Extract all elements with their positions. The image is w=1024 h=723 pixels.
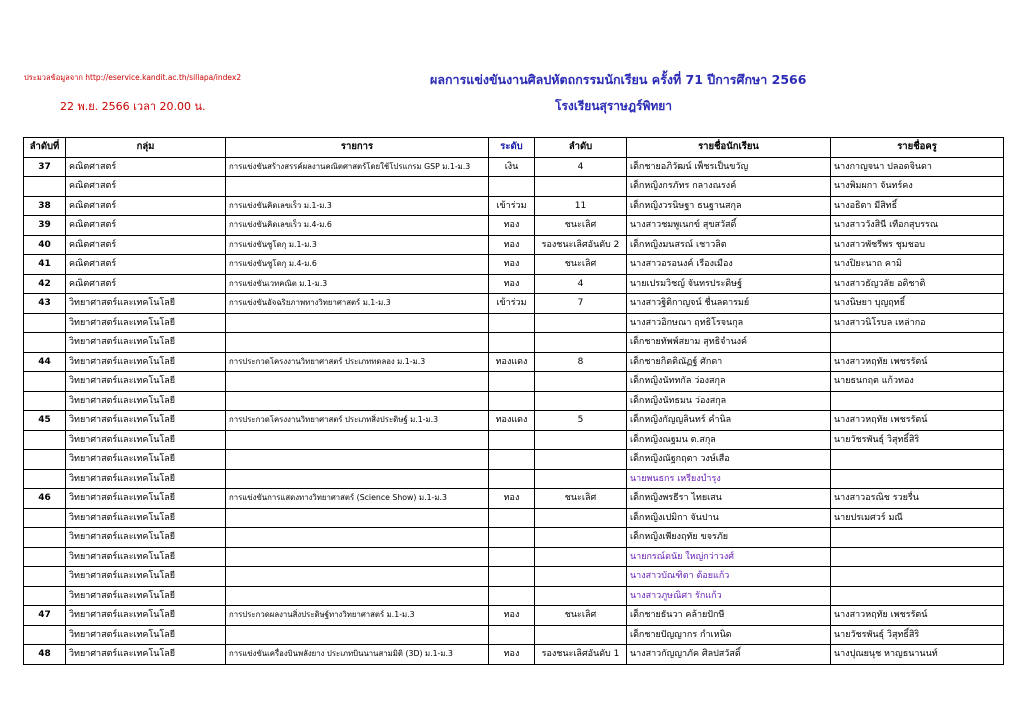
cell-event [226, 391, 489, 411]
cell-student: เด็กหญิงณัฐกฤตา วงษ์เสือ [627, 450, 831, 470]
cell-level [489, 625, 535, 645]
cell-level [489, 567, 535, 587]
cell-student: เด็กหญิงณฐมน ต.สกุล [627, 430, 831, 450]
cell-level [489, 430, 535, 450]
cell-group: วิทยาศาสตร์และเทคโนโลยี [66, 450, 226, 470]
cell-group: คณิตศาสตร์ [66, 196, 226, 216]
table-row [24, 352, 1004, 372]
cell-event [226, 430, 489, 450]
cell-rank: 4 [535, 274, 627, 294]
cell-teacher: นางนิษยา บุญฤทธิ์ [831, 294, 1004, 314]
cell-student: เด็กหญิงวรนิษฐา ธนฐานสกุล [627, 196, 831, 216]
table-row [24, 411, 1004, 431]
cell-rank: ชนะเลิศ [535, 606, 627, 626]
cell-rank: ชนะเลิศ [535, 489, 627, 509]
cell-student: เด็กหญิงนัทธมน ว่องสกุล [627, 391, 831, 411]
cell-level: ทองแดง [489, 352, 535, 372]
cell-rank: 7 [535, 294, 627, 314]
cell-group: วิทยาศาสตร์และเทคโนโลยี [66, 352, 226, 372]
cell-student: นางสาวอรอนงค์ เรืองเมือง [627, 255, 831, 275]
cell-teacher: นางพิมผกา จันทร์คง [831, 177, 1004, 197]
cell-event [226, 177, 489, 197]
cell-level [489, 508, 535, 528]
page-title: ผลการแข่งขันงานศิลปหัตถกรรมนักเรียน ครั้งที่ 71 ปีการศึกษา 2566 [430, 72, 807, 87]
table-row [24, 606, 1004, 626]
cell-rank [535, 430, 627, 450]
cell-teacher: นางสาวธัญวลัย อดิชาติ [831, 274, 1004, 294]
cell-event: การประกวดโครงงานวิทยาศาสตร์ ประเภททดลอง ม.1-ม.3 [226, 352, 489, 372]
cell-event [226, 547, 489, 567]
cell-teacher [831, 528, 1004, 548]
cell-student: เด็กชายทัพพ์สยาม สุทธิจำนงค์ [627, 333, 831, 353]
cell-level: ทอง [489, 606, 535, 626]
cell-group: คณิตศาสตร์ [66, 235, 226, 255]
cell-teacher [831, 333, 1004, 353]
cell-student: เด็กหญิงกัญญลินทร์ คำนิล [627, 411, 831, 431]
cell-group: วิทยาศาสตร์และเทคโนโลยี [66, 430, 226, 450]
cell-event [226, 469, 489, 489]
cell-event [226, 567, 489, 587]
cell-level: ทอง [489, 489, 535, 509]
cell-group: คณิตศาสตร์ [66, 177, 226, 197]
cell-no [24, 567, 66, 587]
cell-group: วิทยาศาสตร์และเทคโนโลยี [66, 489, 226, 509]
cell-teacher: นางปุณยนุช หาญธนานนท์ [831, 645, 1004, 665]
table-row [24, 196, 1004, 216]
cell-group: วิทยาศาสตร์และเทคโนโลยี [66, 372, 226, 392]
table-row [24, 255, 1004, 275]
cell-event: การแข่งขันเวทคณิต ม.1-ม.3 [226, 274, 489, 294]
cell-teacher: นายวัชรพันธุ์ วิสุทธิ์สิริ [831, 430, 1004, 450]
cell-event: การแข่งขันซูโดกุ ม.4-ม.6 [226, 255, 489, 275]
table-row [24, 586, 1004, 606]
school-name: โรงเรียนสุราษฎร์พิทยา [555, 99, 673, 113]
cell-group: วิทยาศาสตร์และเทคโนโลยี [66, 567, 226, 587]
cell-event [226, 313, 489, 333]
cell-student: นางสาวอิกษณา ฤทธิโรจนกุล [627, 313, 831, 333]
cell-level: เข้าร่วม [489, 196, 535, 216]
cell-teacher: นางสาวอรณิช รวยรื่น [831, 489, 1004, 509]
cell-rank [535, 372, 627, 392]
cell-event: การประกวดผลงานสิ่งประดิษฐ์ทางวิทยาศาสตร์ ม.1-ม.3 [226, 606, 489, 626]
cell-rank [535, 567, 627, 587]
table-row [24, 294, 1004, 314]
cell-event [226, 625, 489, 645]
col-header-event: รายการ [226, 138, 489, 158]
cell-no [24, 333, 66, 353]
cell-student: เด็กหญิงกรภัทร กลางณรงค์ [627, 177, 831, 197]
cell-rank [535, 333, 627, 353]
cell-level [489, 372, 535, 392]
cell-event: การแข่งขันคิดเลขเร็ว ม.1-ม.3 [226, 196, 489, 216]
cell-no: 44 [24, 352, 66, 372]
cell-event: การแข่งขันซูโดกุ ม.1-ม.3 [226, 235, 489, 255]
table-row [24, 528, 1004, 548]
cell-level [489, 313, 535, 333]
cell-no [24, 625, 66, 645]
cell-level: ทอง [489, 235, 535, 255]
cell-no: 45 [24, 411, 66, 431]
cell-no: 39 [24, 216, 66, 236]
cell-no: 38 [24, 196, 66, 216]
table-row [24, 508, 1004, 528]
table-row [24, 177, 1004, 197]
table-body [24, 157, 1004, 664]
cell-rank: 4 [535, 157, 627, 177]
cell-teacher: นางสาวนิโรบล เหล่ากอ [831, 313, 1004, 333]
cell-no [24, 586, 66, 606]
cell-student: เด็กชายกิตติณัฏฐ์ ศักดา [627, 352, 831, 372]
cell-student: เด็กหญิงมนสรณ์ เชาวลิต [627, 235, 831, 255]
col-header-rank: ลำดับ [535, 138, 627, 158]
table-row [24, 625, 1004, 645]
cell-no [24, 391, 66, 411]
cell-no [24, 508, 66, 528]
cell-student: นางสาวบัณฑิตา ต้อยแก้ว [627, 567, 831, 587]
col-header-student: รายชื่อนักเรียน [627, 138, 831, 158]
cell-rank [535, 547, 627, 567]
cell-rank: 8 [535, 352, 627, 372]
table-row [24, 235, 1004, 255]
cell-rank: ชนะเลิศ [535, 255, 627, 275]
table-row [24, 333, 1004, 353]
table-row [24, 567, 1004, 587]
cell-rank [535, 625, 627, 645]
cell-no: 47 [24, 606, 66, 626]
results-table [23, 137, 1004, 665]
col-header-no: ลำดับที่ [24, 138, 66, 158]
cell-event: การแข่งขันการแสดงทางวิทยาศาสตร์ (Science Show) ม.1-ม.3 [226, 489, 489, 509]
table-row [24, 216, 1004, 236]
cell-level [489, 586, 535, 606]
cell-level: ทองแดง [489, 411, 535, 431]
cell-teacher: นางสาวหฤทัย เพชรรัตน์ [831, 352, 1004, 372]
cell-no [24, 528, 66, 548]
cell-teacher [831, 391, 1004, 411]
source-note: ประมวลข้อมูลจาก http://eservice.kandit.ac.th/sillapa/index2 [24, 73, 242, 82]
cell-level [489, 177, 535, 197]
cell-teacher: นางสาวหฤทัย เพชรรัตน์ [831, 606, 1004, 626]
cell-teacher: นางสาวพัชรีพร ชุมชอบ [831, 235, 1004, 255]
timestamp: 22 พ.ย. 2566 เวลา 20.00 น. [60, 100, 206, 113]
cell-no [24, 450, 66, 470]
cell-group: วิทยาศาสตร์และเทคโนโลยี [66, 547, 226, 567]
cell-teacher [831, 567, 1004, 587]
cell-student: เด็กหญิงเปมิกา จันปาน [627, 508, 831, 528]
cell-no: 40 [24, 235, 66, 255]
cell-group: วิทยาศาสตร์และเทคโนโลยี [66, 528, 226, 548]
table-header-row [24, 138, 1004, 158]
cell-level: เงิน [489, 157, 535, 177]
cell-teacher: นายปรเมศวร์ มณี [831, 508, 1004, 528]
table-row [24, 489, 1004, 509]
cell-rank: รองชนะเลิศอันดับ 1 [535, 645, 627, 665]
table-row [24, 547, 1004, 567]
cell-teacher: นางกาญจนา ปลอดจินดา [831, 157, 1004, 177]
cell-event: การแข่งขันอัจฉริยภาพทางวิทยาศาสตร์ ม.1-ม.3 [226, 294, 489, 314]
cell-no: 48 [24, 645, 66, 665]
table-row [24, 430, 1004, 450]
cell-group: วิทยาศาสตร์และเทคโนโลยี [66, 294, 226, 314]
cell-level: ทอง [489, 255, 535, 275]
cell-teacher [831, 586, 1004, 606]
cell-group: วิทยาศาสตร์และเทคโนโลยี [66, 586, 226, 606]
cell-event: การประกวดโครงงานวิทยาศาสตร์ ประเภทสิ่งประดิษฐ์ ม.1-ม.3 [226, 411, 489, 431]
cell-student: เด็กหญิงนัททกัล ว่องสกุล [627, 372, 831, 392]
cell-teacher [831, 469, 1004, 489]
cell-student: นางสาวภูษณิศา รักแก้ว [627, 586, 831, 606]
cell-rank: 5 [535, 411, 627, 431]
cell-student: เด็กชายปัญญากร กำเหนิด [627, 625, 831, 645]
cell-student: นางสาวกัญญาภัค ศิลปสวัสดิ์ [627, 645, 831, 665]
cell-event [226, 372, 489, 392]
cell-group: คณิตศาสตร์ [66, 274, 226, 294]
cell-teacher: นายวัชรพันธุ์ วิสุทธิ์สิริ [831, 625, 1004, 645]
cell-group: วิทยาศาสตร์และเทคโนโลยี [66, 391, 226, 411]
cell-group: คณิตศาสตร์ [66, 157, 226, 177]
table-row [24, 391, 1004, 411]
cell-level [489, 450, 535, 470]
cell-group: วิทยาศาสตร์และเทคโนโลยี [66, 606, 226, 626]
cell-group: วิทยาศาสตร์และเทคโนโลยี [66, 411, 226, 431]
cell-group: วิทยาศาสตร์และเทคโนโลยี [66, 508, 226, 528]
cell-group: วิทยาศาสตร์และเทคโนโลยี [66, 625, 226, 645]
cell-no: 43 [24, 294, 66, 314]
cell-student: นางสาวชมพูเนกข์ สุขสวัสดิ์ [627, 216, 831, 236]
cell-event [226, 508, 489, 528]
table-row [24, 274, 1004, 294]
table-row [24, 469, 1004, 489]
cell-group: คณิตศาสตร์ [66, 216, 226, 236]
cell-no [24, 313, 66, 333]
cell-level [489, 528, 535, 548]
cell-no [24, 372, 66, 392]
cell-event [226, 586, 489, 606]
cell-level: เข้าร่วม [489, 294, 535, 314]
cell-level: ทอง [489, 216, 535, 236]
cell-teacher [831, 450, 1004, 470]
cell-student: นายเปรมวิชญ์ จันทรประดิษฐ์ [627, 274, 831, 294]
cell-event: การแข่งขันสร้างสรรค์ผลงานคณิตศาสตร์โดยใช้โปรแกรม GSP ม.1-ม.3 [226, 157, 489, 177]
cell-rank: 11 [535, 196, 627, 216]
cell-level [489, 333, 535, 353]
cell-level [489, 547, 535, 567]
cell-rank [535, 450, 627, 470]
cell-student: นายพนธกร เหรียงบำรุง [627, 469, 831, 489]
cell-teacher: นางปิยะนาถ คามิ [831, 255, 1004, 275]
table-row [24, 645, 1004, 665]
cell-group: วิทยาศาสตร์และเทคโนโลยี [66, 469, 226, 489]
cell-event [226, 450, 489, 470]
cell-group: คณิตศาสตร์ [66, 255, 226, 275]
cell-teacher: นางอธิตา มีสิทธิ์ [831, 196, 1004, 216]
cell-rank [535, 391, 627, 411]
cell-teacher [831, 547, 1004, 567]
cell-rank [535, 508, 627, 528]
cell-level: ทอง [489, 274, 535, 294]
cell-no [24, 469, 66, 489]
cell-no: 41 [24, 255, 66, 275]
cell-rank [535, 469, 627, 489]
cell-rank [535, 528, 627, 548]
cell-student: เด็กหญิงเพียงฤทัย ขจรภัย [627, 528, 831, 548]
cell-teacher: นางสาววังสินี เทือกสุบรรณ [831, 216, 1004, 236]
cell-group: วิทยาศาสตร์และเทคโนโลยี [66, 645, 226, 665]
cell-student: เด็กชายธันวา คล้ายปักษี [627, 606, 831, 626]
cell-no [24, 430, 66, 450]
cell-student: เด็กชายอภิวัฒน์ เพ็ชรเป็นขวัญ [627, 157, 831, 177]
cell-level: ทอง [489, 645, 535, 665]
cell-rank [535, 586, 627, 606]
cell-student: นางสาวฐิติกาญจน์ ชื่นลดารมย์ [627, 294, 831, 314]
table-row [24, 372, 1004, 392]
cell-event [226, 333, 489, 353]
cell-event: การแข่งขันคิดเลขเร็ว ม.4-ม.6 [226, 216, 489, 236]
col-header-teacher: รายชื่อครู [831, 138, 1004, 158]
cell-level [489, 469, 535, 489]
cell-student: นายกรณ์ดนัย ใหญ่กว่าวงศ์ [627, 547, 831, 567]
col-header-level: ระดับ [489, 138, 535, 158]
table-row [24, 157, 1004, 177]
cell-student: เด็กหญิงพรธีรา ไทยเสน [627, 489, 831, 509]
cell-no [24, 547, 66, 567]
cell-no: 42 [24, 274, 66, 294]
cell-group: วิทยาศาสตร์และเทคโนโลยี [66, 333, 226, 353]
cell-rank [535, 313, 627, 333]
cell-group: วิทยาศาสตร์และเทคโนโลยี [66, 313, 226, 333]
cell-event: การแข่งขันเครื่องบินพลังยาง ประเภทบินนานสามมิติ (3D) ม.1-ม.3 [226, 645, 489, 665]
cell-event [226, 528, 489, 548]
cell-no: 46 [24, 489, 66, 509]
cell-rank: ชนะเลิศ [535, 216, 627, 236]
cell-teacher: นายธนกฤต แก้วทอง [831, 372, 1004, 392]
col-header-group: กลุ่ม [66, 138, 226, 158]
cell-no [24, 177, 66, 197]
cell-no: 37 [24, 157, 66, 177]
cell-rank: รองชนะเลิศอันดับ 2 [535, 235, 627, 255]
table-row [24, 313, 1004, 333]
cell-teacher: นางสาวหฤทัย เพชรรัตน์ [831, 411, 1004, 431]
table-row [24, 450, 1004, 470]
cell-level [489, 391, 535, 411]
cell-rank [535, 177, 627, 197]
